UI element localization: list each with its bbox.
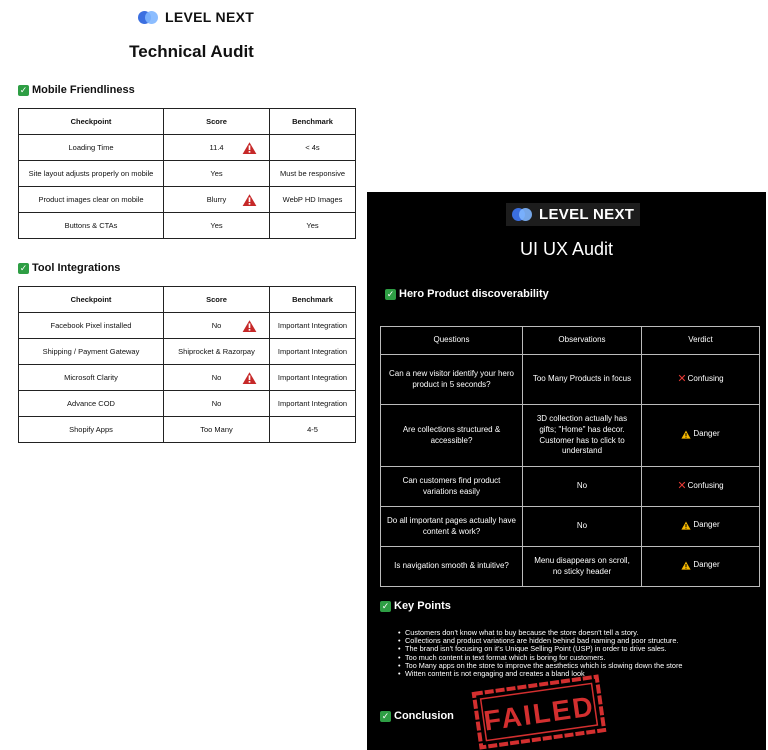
- warning-icon: [242, 141, 257, 154]
- list-item: • Customers don't know what to buy because the store doesn't tell a story.: [398, 629, 758, 637]
- header-checkpoint: Checkpoint: [19, 287, 164, 313]
- verdict-cell: [642, 507, 760, 547]
- checkpoint-cell: Shipping / Payment Gateway: [19, 339, 164, 365]
- tool-integrations-heading: [18, 262, 120, 274]
- warning-icon: [681, 561, 691, 570]
- list-item: • The brand isn't focusing on it's Unique Selling Point (USP) in order to drive sales.: [398, 645, 758, 653]
- key-points-label: Key Points: [394, 600, 451, 612]
- score-cell: [164, 417, 270, 443]
- table-row: [381, 507, 760, 547]
- warning-icon: [681, 521, 691, 530]
- benchmark-cell: 4-5: [270, 417, 356, 443]
- checkpoint-cell: Facebook Pixel installed: [19, 313, 164, 339]
- table-row: [19, 135, 356, 161]
- checkpoint-cell: Shopify Apps: [19, 417, 164, 443]
- table-header-row: [19, 287, 356, 313]
- checkpoint-cell: Site layout adjusts properly on mobile: [19, 161, 164, 187]
- score-value: 11.4: [209, 143, 224, 152]
- hero-discoverability-table: [380, 326, 760, 587]
- ui-ux-audit-title: UI UX Audit: [519, 239, 614, 259]
- verdict-cell: [642, 405, 760, 467]
- question-cell: Do all important pages actually have content & work?: [381, 507, 523, 547]
- observation-cell: Too Many Products in focus: [523, 355, 642, 405]
- score-cell: [164, 213, 270, 239]
- level-next-logo: [506, 203, 640, 226]
- observation-cell: Menu disappears on scroll, no sticky header: [523, 547, 642, 587]
- warning-icon: [242, 193, 257, 206]
- header-checkpoint: Checkpoint: [19, 109, 164, 135]
- table-header-row: [381, 327, 760, 355]
- table-row: [19, 213, 356, 239]
- check-icon: ✓: [381, 600, 390, 611]
- observation-cell: No: [523, 467, 642, 507]
- logo-mark-icon: [138, 11, 160, 24]
- verdict-cell: [642, 467, 760, 507]
- verdict-text: Confusing: [687, 374, 724, 384]
- benchmark-cell: Important Integration: [270, 391, 356, 417]
- cross-icon: ✕: [677, 373, 687, 386]
- checkpoint-cell: Microsoft Clarity: [19, 365, 164, 391]
- check-icon: ✓: [19, 262, 28, 273]
- warning-icon: [242, 319, 257, 332]
- ui-ux-audit-page: [367, 192, 766, 750]
- score-cell: [164, 339, 270, 365]
- table-row: [19, 161, 356, 187]
- score-value: No: [211, 321, 222, 330]
- header-benchmark: Benchmark: [270, 109, 356, 135]
- check-icon: ✓: [386, 288, 395, 299]
- warning-icon: [242, 371, 257, 384]
- mobile-friendliness-table: [18, 108, 356, 239]
- header-score: Score: [164, 109, 270, 135]
- header-verdict: Verdict: [642, 327, 760, 355]
- checkpoint-cell: Loading Time: [19, 135, 164, 161]
- table-row: [381, 547, 760, 587]
- question-cell: Are collections structured & accessible?: [381, 405, 523, 467]
- score-cell: [164, 135, 270, 161]
- score-value: Blurry: [206, 195, 227, 204]
- benchmark-cell: Must be responsive: [270, 161, 356, 187]
- score-cell: [164, 365, 270, 391]
- logo-text: LEVEL NEXT: [539, 206, 635, 223]
- header-questions: Questions: [381, 327, 523, 355]
- score-cell: [164, 161, 270, 187]
- score-value: Yes: [210, 169, 223, 178]
- observation-cell: No: [523, 507, 642, 547]
- technical-audit-page: [0, 0, 383, 750]
- table-header-row: [19, 109, 356, 135]
- tool-integrations-table: [18, 286, 356, 443]
- score-value: Shiprocket & Razorpay: [178, 347, 255, 356]
- table-row: [381, 405, 760, 467]
- score-value: Too Many: [200, 425, 233, 434]
- question-cell: Can customers find product variations easily: [381, 467, 523, 507]
- level-next-logo: [138, 9, 254, 25]
- table-row: [19, 339, 356, 365]
- header-score: Score: [164, 287, 270, 313]
- checkpoint-cell: Product images clear on mobile: [19, 187, 164, 213]
- hero-discoverability-heading: [385, 288, 549, 300]
- table-row: [19, 391, 356, 417]
- table-row: [19, 187, 356, 213]
- benchmark-cell: WebP HD Images: [270, 187, 356, 213]
- score-cell: [164, 391, 270, 417]
- checkpoint-cell: Buttons & CTAs: [19, 213, 164, 239]
- table-row: [19, 365, 356, 391]
- table-row: [19, 417, 356, 443]
- table-row: [381, 355, 760, 405]
- check-icon: ✓: [19, 84, 28, 95]
- check-icon: ✓: [381, 710, 390, 721]
- verdict-text: Danger: [693, 428, 720, 438]
- conclusion-label: Conclusion: [394, 710, 454, 722]
- logo-text: LEVEL NEXT: [165, 9, 255, 25]
- benchmark-cell: Important Integration: [270, 339, 356, 365]
- failed-stamp: [470, 673, 607, 750]
- question-cell: Can a new visitor identify your hero product in 5 seconds?: [381, 355, 523, 405]
- score-cell: [164, 187, 270, 213]
- list-item: • Collections and product variations are hidden behind bad naming and poor structure.: [398, 637, 758, 645]
- list-item: • Too Many apps on the store to improve the aesthetics which is slowing down the store: [398, 662, 758, 670]
- verdict-cell: [642, 547, 760, 587]
- verdict-text: Confusing: [687, 481, 724, 491]
- header-benchmark: Benchmark: [270, 287, 356, 313]
- verdict-text: Danger: [693, 519, 720, 529]
- verdict-cell: [642, 355, 760, 405]
- table-row: [19, 313, 356, 339]
- benchmark-cell: Important Integration: [270, 365, 356, 391]
- list-item: • Too much content in text format which is boring for customers.: [398, 654, 758, 662]
- score-cell: [164, 313, 270, 339]
- list-item: • Witten content is not engaging and creates a bland look: [398, 670, 758, 678]
- benchmark-cell: Yes: [270, 213, 356, 239]
- tool-integrations-label: Tool Integrations: [32, 262, 121, 274]
- question-cell: Is navigation smooth & intuitive?: [381, 547, 523, 587]
- conclusion-heading: [380, 710, 454, 722]
- score-value: No: [211, 373, 222, 382]
- verdict-text: Danger: [693, 559, 720, 569]
- benchmark-cell: Important Integration: [270, 313, 356, 339]
- mobile-friendliness-heading: [18, 84, 135, 96]
- hero-discoverability-label: Hero Product discoverability: [399, 288, 549, 300]
- observation-cell: 3D collection actually has gifts; "Home" has decor. Customer has to click to understand: [523, 405, 642, 467]
- benchmark-cell: < 4s: [270, 135, 356, 161]
- cross-icon: ✕: [677, 480, 687, 493]
- key-points-list: [398, 629, 758, 678]
- table-row: [381, 467, 760, 507]
- mobile-friendliness-label: Mobile Friendliness: [32, 84, 135, 96]
- technical-audit-title: Technical Audit: [129, 42, 254, 61]
- checkpoint-cell: Advance COD: [19, 391, 164, 417]
- key-points-heading: [380, 600, 451, 612]
- logo-mark-icon: [512, 208, 534, 221]
- score-value: No: [211, 399, 222, 408]
- header-observations: Observations: [523, 327, 642, 355]
- warning-icon: [681, 430, 691, 439]
- stamp-text: FAILED: [481, 690, 597, 737]
- score-value: Yes: [210, 221, 223, 230]
